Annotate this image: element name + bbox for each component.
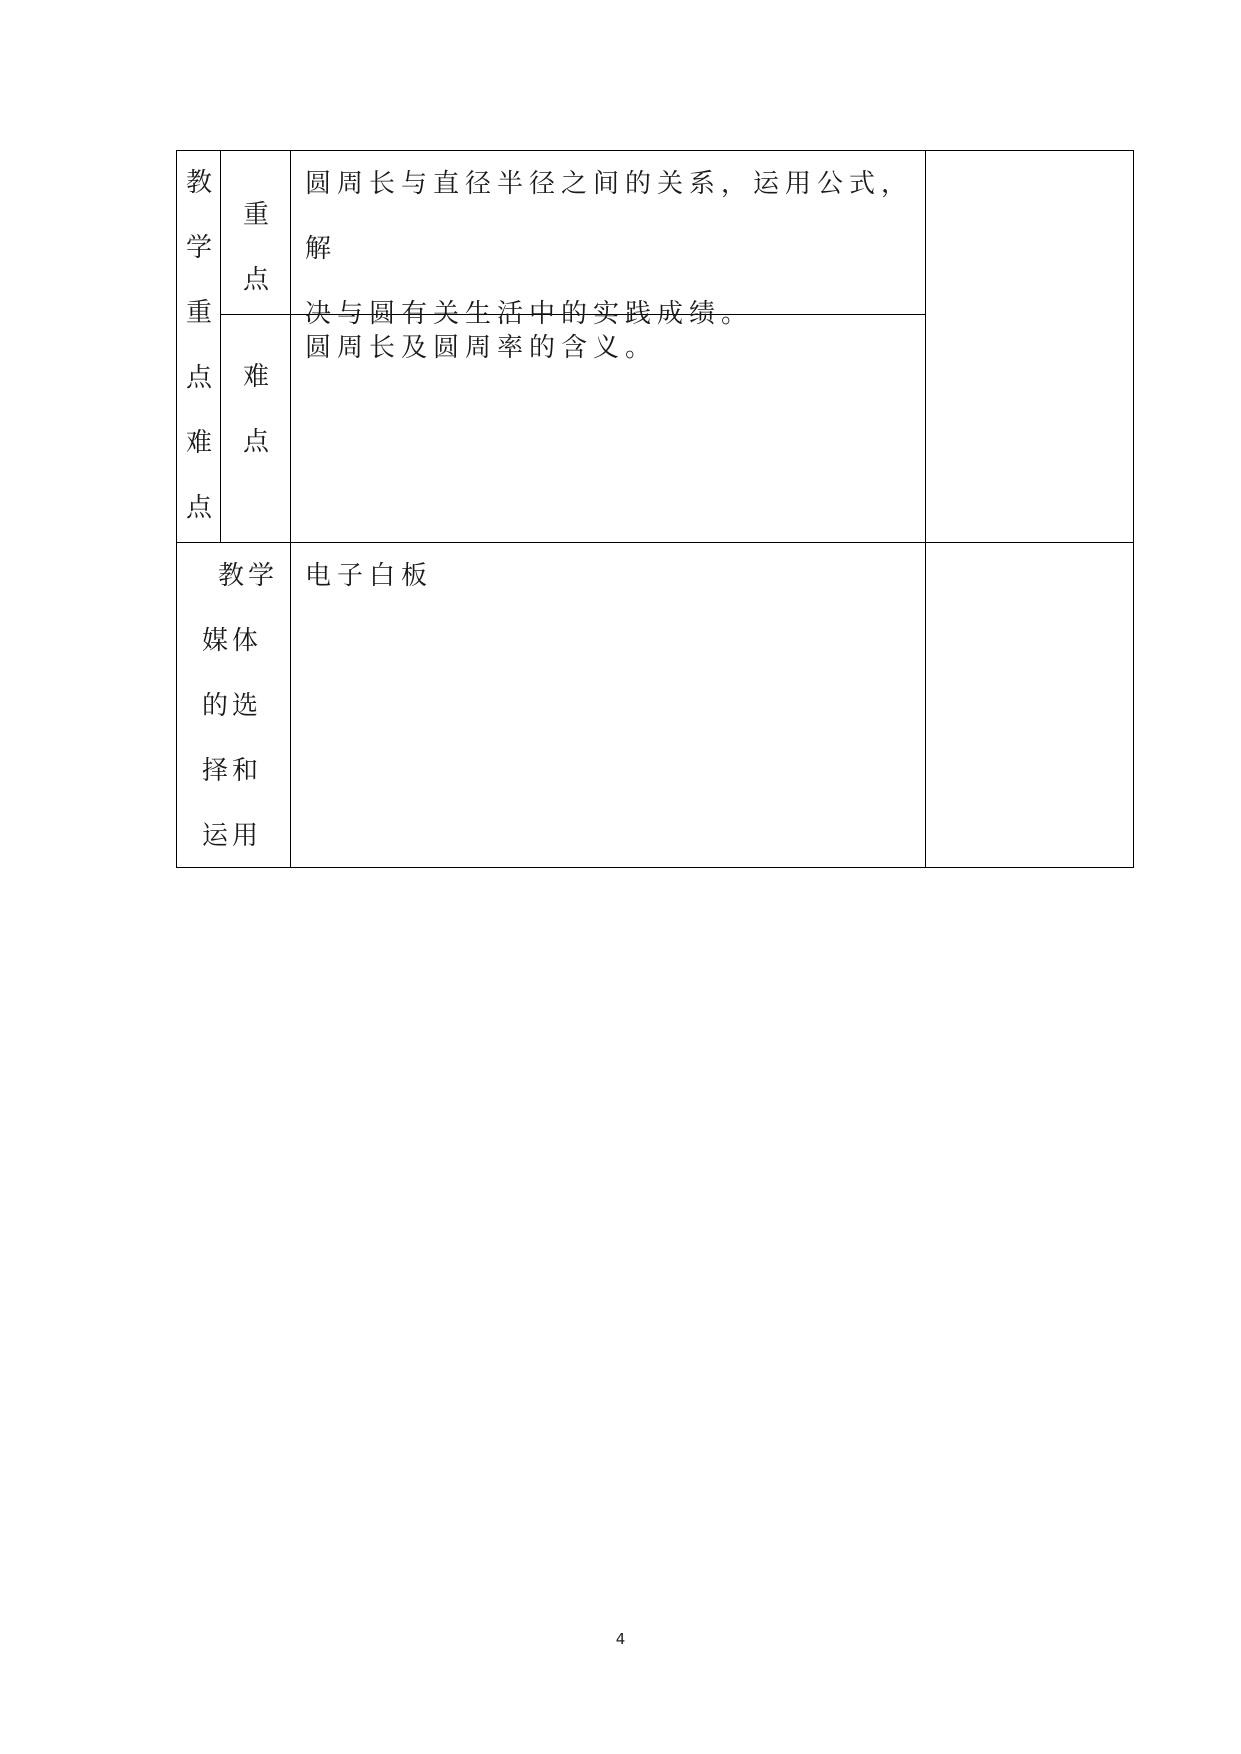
section-label-char: 重 [185,298,212,328]
key-point-label [222,183,290,313]
media-label-line: 教学 [218,561,279,591]
difficult-point-content [305,316,925,381]
media-label [202,544,290,869]
media-label-line: 运用 [202,821,263,851]
key-point-label-char: 重 [242,200,269,230]
page-number: 4 [615,1630,626,1648]
section-label-divider [220,150,221,542]
media-content [305,544,925,609]
section-label-char: 学 [185,233,212,263]
label-content-divider [290,150,291,868]
row-divider-media [176,542,1134,543]
table-border-right [1133,150,1134,868]
media-text: 电子白板 [305,561,434,591]
key-point-line-2: 决与圆有关生活中的实践成绩。 [305,299,754,329]
table-border-left [176,150,177,868]
table-border-bottom [176,867,1134,868]
content-remarks-divider [925,150,926,868]
difficult-point-text: 圆周长及圆周率的含义。 [305,333,658,363]
section-label-char: 难 [185,428,212,458]
section-label-char: 点 [185,493,212,523]
difficult-point-label-char: 点 [242,427,269,457]
media-label-line: 择和 [202,756,263,786]
section-label-char: 教 [185,168,212,198]
media-label-line: 媒体 [202,626,263,656]
difficult-point-label-char: 难 [242,362,269,392]
section-label-teaching-focus [178,151,220,541]
key-point-label-char: 点 [242,265,269,295]
table-border-top [176,150,1134,151]
key-point-line-1: 圆周长与直径半径之间的关系，运用公式，解 [305,169,914,264]
media-label-line: 的选 [202,691,263,721]
difficult-point-label [222,345,290,475]
lesson-plan-table [176,150,1134,868]
section-label-char: 点 [185,363,212,393]
